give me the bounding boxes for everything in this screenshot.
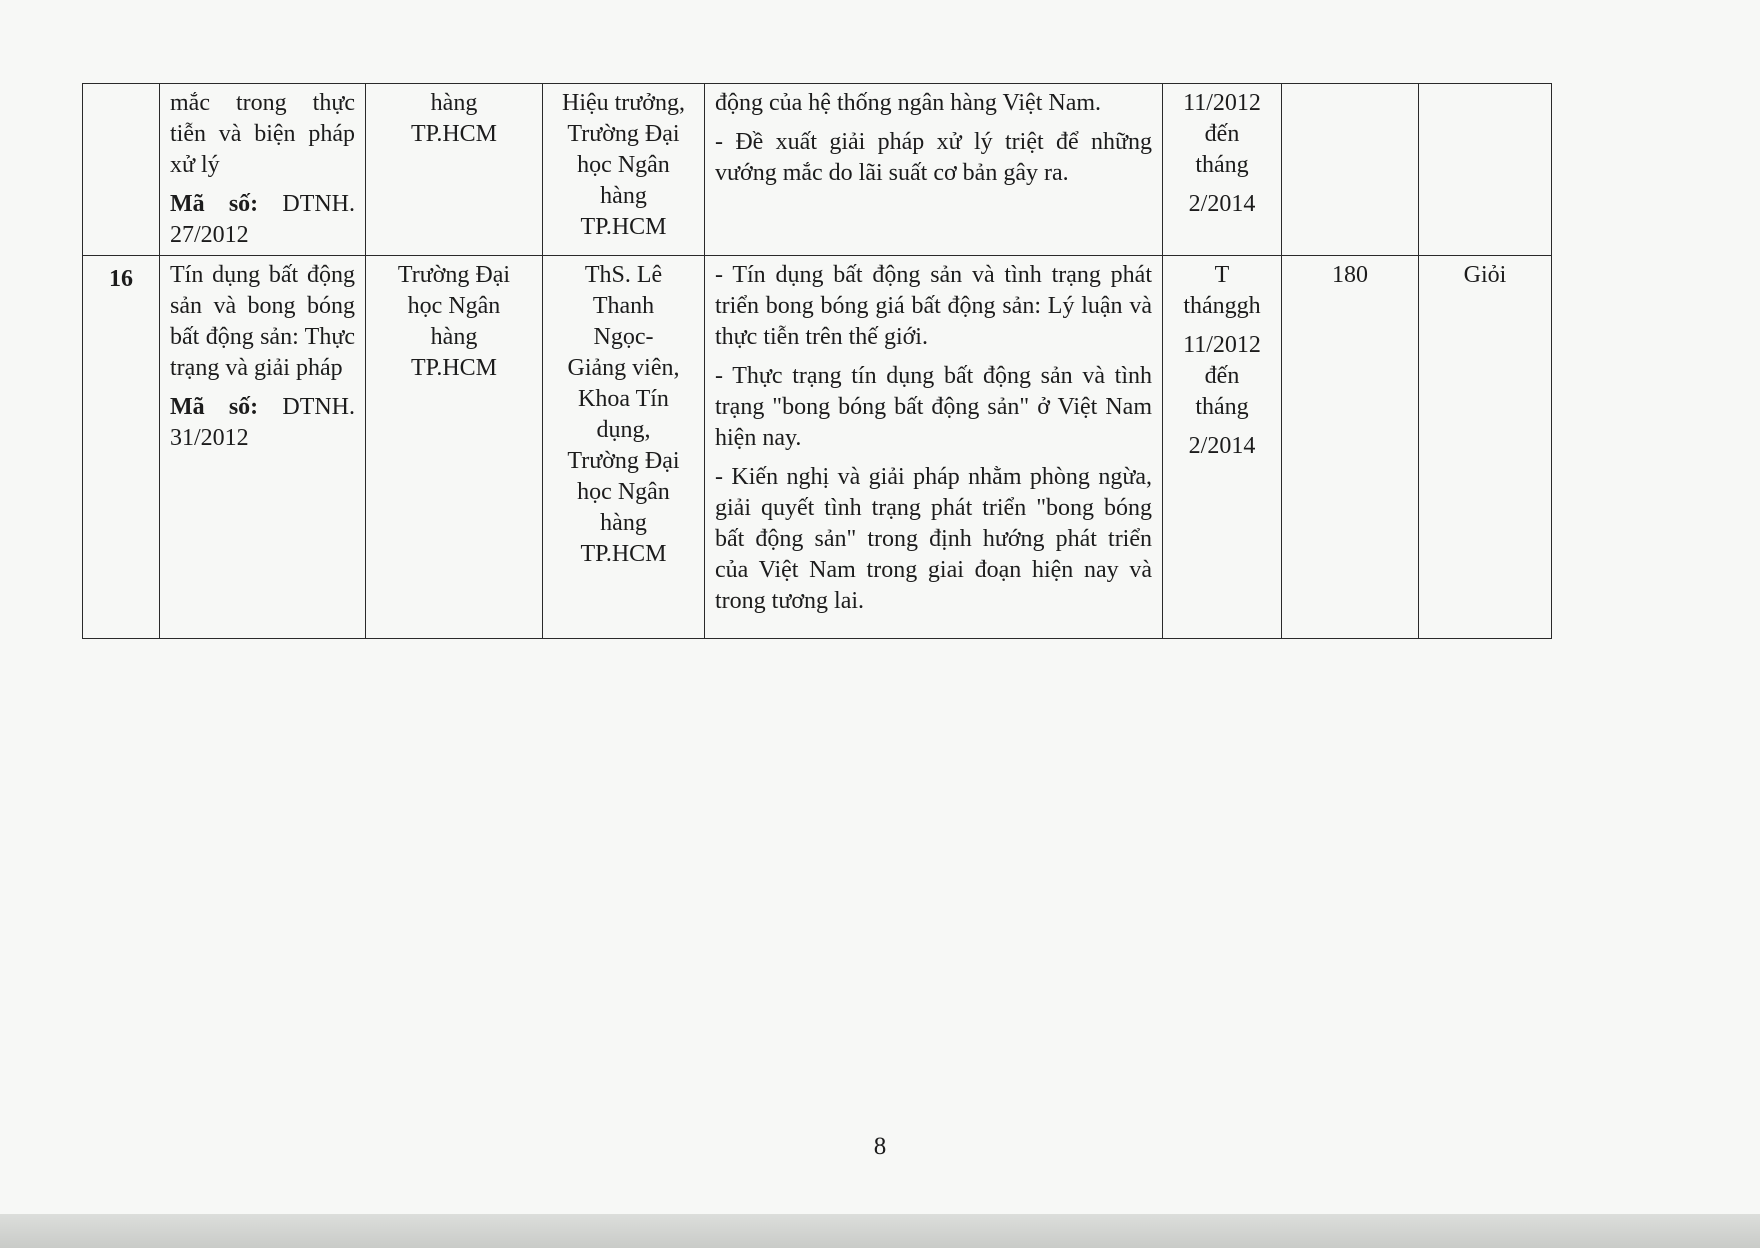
- lead-line: Trường Đại: [567, 121, 680, 147]
- time-line: tháng: [1195, 152, 1249, 178]
- time-line: tháng: [1195, 394, 1249, 420]
- result-cell: [1419, 84, 1552, 256]
- code-label: Mã số:: [170, 191, 259, 217]
- content-cell: [705, 84, 1163, 256]
- lead-line: hàng: [600, 510, 647, 536]
- lead-line: Hiệu trưởng,: [561, 90, 685, 116]
- time-line: 2/2014: [1188, 433, 1256, 459]
- code-value: DTNH. 27/2012: [170, 191, 356, 248]
- lead-line: Thanh: [592, 293, 655, 319]
- content-item: - Thực trạng tín dụng bất động sản và tình trạng "bong bóng bất động sản" ở Việt Nam hiện nay.: [715, 363, 1152, 451]
- scan-bottom-edge: [0, 1214, 1760, 1248]
- topic-cell: [160, 84, 366, 256]
- code-label: Mã số:: [170, 394, 259, 420]
- time-cell: [1163, 84, 1282, 256]
- lead-line: Ngọc-: [593, 324, 654, 350]
- lead-line: TP.HCM: [580, 541, 667, 567]
- topic-cell: [160, 256, 366, 639]
- lead-researcher-cell: [543, 84, 705, 256]
- time-line: đến: [1204, 363, 1240, 389]
- cost-cell: 180: [1282, 256, 1419, 639]
- organization-cell: [366, 256, 543, 639]
- page-number: 8: [873, 1133, 887, 1160]
- table-row: [83, 256, 1552, 639]
- project-table: [82, 83, 1552, 639]
- content-item: động của hệ thống ngân hàng Việt Nam.: [715, 90, 1102, 116]
- lead-line: dụng,: [596, 417, 651, 443]
- lead-line: TP.HCM: [580, 214, 667, 240]
- time-cell: [1163, 256, 1282, 639]
- lead-line: hàng: [600, 183, 647, 209]
- result-cell: Giỏi: [1419, 256, 1552, 639]
- code-value: DTNH. 31/2012: [170, 394, 356, 451]
- content-item: - Kiến nghị và giải pháp nhằm phòng ngừa, giải quyết tình trạng phát triển "bong bóng bất động sản" trong định hướng phát triển của Việt Nam trong giai đoạn hiện nay và trong tương lai.: [715, 464, 1152, 614]
- org-line: Trường Đại: [397, 262, 511, 288]
- content-item: - Tín dụng bất động sản và tình trạng phát triển bong bóng giá bất động sản: Lý luận và thực tiễn trên thế giới.: [715, 262, 1152, 350]
- lead-line: Khoa Tín: [578, 386, 669, 412]
- project-code: [170, 189, 355, 251]
- time-line: 2/2014: [1188, 191, 1256, 217]
- content-item: - Đề xuất giải pháp xử lý triệt để những vướng mắc do lãi suất cơ bản gây ra.: [715, 129, 1152, 186]
- lead-line: Trường Đại: [567, 448, 680, 474]
- content-cell: [705, 256, 1163, 639]
- row-number-cell: [83, 84, 160, 256]
- topic-text: mắc trong thực tiễn và biện pháp xử lý: [170, 90, 355, 178]
- time-line: thánggh: [1183, 293, 1261, 319]
- org-line: TP.HCM: [410, 121, 498, 147]
- time-line: 11/2012: [1183, 332, 1261, 358]
- lead-line: học Ngân: [577, 152, 670, 178]
- lead-researcher-cell: [543, 256, 705, 639]
- lead-line: ThS. Lê: [584, 262, 663, 288]
- org-line: học Ngân: [407, 293, 501, 319]
- org-line: TP.HCM: [410, 355, 498, 381]
- lead-line: Giảng viên,: [567, 355, 680, 381]
- project-code: [170, 392, 355, 454]
- time-line: 11/2012: [1183, 90, 1261, 116]
- table-row: [83, 84, 1552, 256]
- lead-line: học Ngân: [577, 479, 670, 505]
- time-line: đến: [1204, 121, 1240, 147]
- topic-text: Tín dụng bất động sản và bong bóng bất động sản: Thực trạng và giải pháp: [170, 262, 355, 381]
- organization-cell: [366, 84, 543, 256]
- cost-cell: [1282, 84, 1419, 256]
- row-number-cell: 16: [83, 256, 160, 639]
- org-line: hàng: [430, 324, 478, 350]
- time-line: T: [1214, 262, 1230, 288]
- org-line: hàng: [430, 90, 478, 116]
